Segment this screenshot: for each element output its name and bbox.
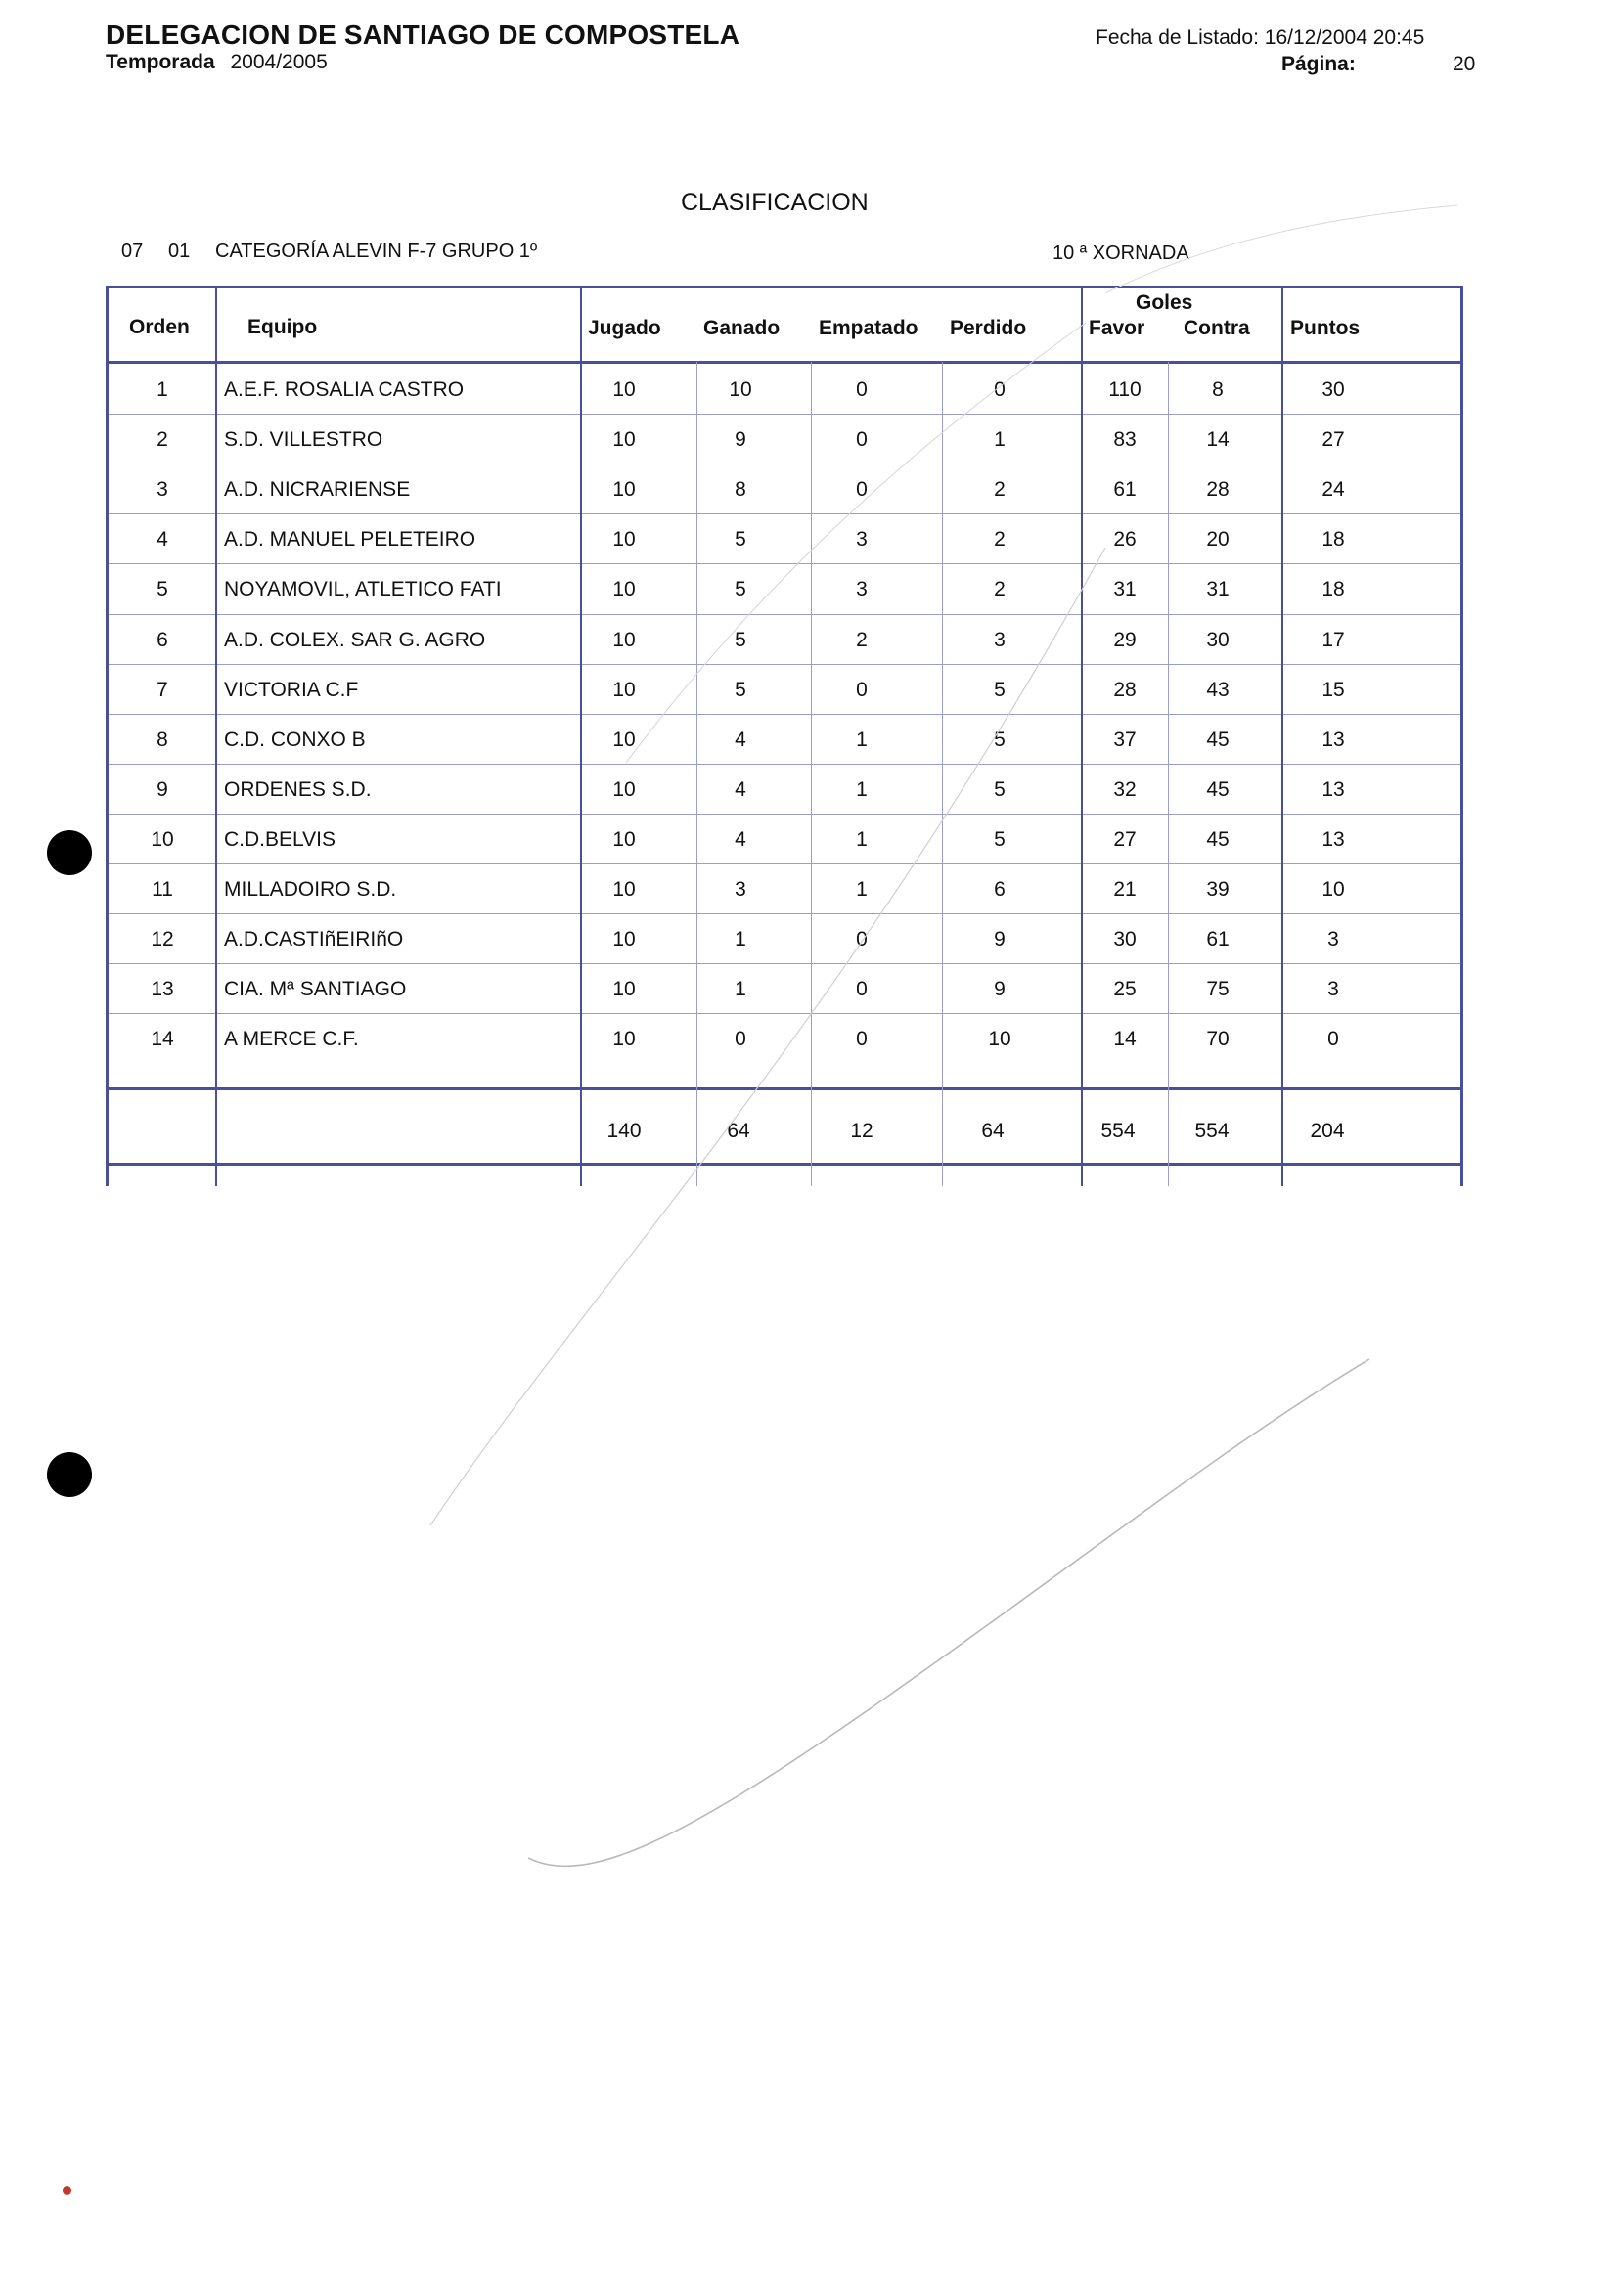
cell-orden: 8 (157, 729, 168, 751)
cell-orden: 5 (157, 578, 168, 600)
cell-ganado: 4 (735, 729, 746, 751)
cell-equipo: S.D. VILLESTRO (224, 428, 383, 451)
col-header-empatado: Empatado (819, 317, 918, 339)
col-header-perdido: Perdido (950, 317, 1027, 339)
cell-contra: 39 (1206, 878, 1230, 901)
col-header-contra: Contra (1184, 317, 1250, 339)
cell-equipo: C.D.BELVIS (224, 828, 336, 851)
cell-perdido: 9 (994, 928, 1006, 950)
col-header-ganado: Ganado (703, 317, 781, 339)
cell-favor: 110 (1108, 378, 1142, 401)
total-contra: 554 (1194, 1120, 1230, 1142)
cell-orden: 13 (151, 978, 174, 1000)
cell-perdido: 2 (994, 578, 1006, 600)
cell-empatado: 2 (856, 629, 868, 651)
total-ganado: 64 (727, 1120, 750, 1142)
cell-perdido: 2 (994, 528, 1006, 551)
cell-ganado: 9 (735, 428, 746, 451)
pencil-stroke (430, 548, 1105, 1525)
cell-equipo: A.D. MANUEL PELETEIRO (224, 528, 476, 551)
pencil-stroke (626, 323, 1086, 763)
cell-jugado: 10 (612, 928, 636, 950)
cell-empatado: 1 (856, 778, 868, 801)
col-header-jugado: Jugado (588, 317, 661, 339)
cell-equipo: MILLADOIRO S.D. (224, 878, 397, 901)
report-code-1: 07 (121, 241, 144, 262)
cell-favor: 14 (1113, 1028, 1137, 1050)
col-header-goles: Goles (1136, 291, 1193, 314)
col-header-equipo: Equipo (247, 316, 318, 338)
total-jugado: 140 (606, 1120, 642, 1142)
cell-perdido: 1 (994, 428, 1006, 451)
cell-orden: 6 (157, 629, 168, 651)
cell-ganado: 3 (735, 878, 746, 901)
organization-title: DELEGACION DE SANTIAGO DE COMPOSTELA (106, 20, 740, 50)
cell-empatado: 3 (856, 528, 868, 551)
cell-equipo: NOYAMOVIL, ATLETICO FATI (224, 578, 502, 600)
cell-equipo: ORDENES S.D. (224, 778, 372, 801)
cell-orden: 10 (151, 828, 174, 851)
col-header-puntos: Puntos (1290, 317, 1361, 339)
cell-puntos: 17 (1321, 629, 1345, 651)
report-code-2: 01 (168, 241, 191, 262)
cell-equipo: C.D. CONXO B (224, 729, 366, 751)
cell-favor: 27 (1113, 828, 1137, 851)
cell-favor: 29 (1113, 629, 1137, 651)
cell-favor: 37 (1113, 729, 1137, 751)
cell-empatado: 0 (856, 928, 868, 950)
col-header-orden: Orden (129, 316, 190, 338)
cell-jugado: 10 (612, 528, 636, 551)
cell-equipo: A.E.F. ROSALIA CASTRO (224, 378, 465, 401)
cell-jugado: 10 (612, 978, 636, 1000)
cell-puntos: 15 (1321, 679, 1345, 701)
total-puntos: 204 (1310, 1120, 1345, 1142)
cell-favor: 31 (1113, 578, 1137, 600)
cell-jugado: 10 (612, 578, 636, 600)
cell-jugado: 10 (612, 378, 636, 401)
total-empatado: 12 (850, 1120, 873, 1142)
cell-ganado: 5 (735, 528, 746, 551)
cell-puntos: 18 (1321, 578, 1345, 600)
round-label: 10 ª XORNADA (1052, 243, 1189, 264)
cell-puntos: 30 (1321, 378, 1345, 401)
season-value: 2004/2005 (230, 51, 328, 73)
cell-ganado: 5 (735, 578, 746, 600)
cell-ganado: 8 (735, 478, 746, 501)
page-label: Página: (1281, 53, 1356, 75)
cell-puntos: 13 (1321, 828, 1345, 851)
cell-equipo: A.D. NICRARIENSE (224, 478, 411, 501)
category-label: CATEGORÍA ALEVIN F-7 GRUPO 1º (215, 241, 538, 262)
pencil-stroke (528, 1359, 1369, 1866)
cell-equipo: CIA. Mª SANTIAGO (224, 978, 407, 1000)
cell-favor: 30 (1113, 928, 1137, 950)
cell-equipo: A MERCE C.F. (224, 1028, 359, 1050)
cell-contra: 31 (1206, 578, 1230, 600)
cell-orden: 1 (157, 378, 168, 401)
cell-orden: 4 (157, 528, 168, 551)
cell-empatado: 3 (856, 578, 868, 600)
cell-contra: 61 (1206, 928, 1230, 950)
cell-puntos: 27 (1321, 428, 1345, 451)
cell-perdido: 5 (994, 729, 1006, 751)
cell-puntos: 13 (1321, 778, 1345, 801)
cell-empatado: 0 (856, 1028, 868, 1050)
cell-ganado: 5 (735, 629, 746, 651)
cell-empatado: 1 (856, 828, 868, 851)
cell-contra: 45 (1206, 778, 1230, 801)
cell-favor: 21 (1113, 878, 1137, 901)
cell-puntos: 3 (1327, 978, 1339, 1000)
cell-orden: 7 (157, 679, 168, 701)
cell-contra: 75 (1206, 978, 1230, 1000)
cell-puntos: 3 (1327, 928, 1339, 950)
cell-contra: 43 (1206, 679, 1230, 701)
col-header-favor: Favor (1089, 317, 1145, 339)
cell-perdido: 5 (994, 679, 1006, 701)
cell-empatado: 1 (856, 878, 868, 901)
cell-ganado: 4 (735, 828, 746, 851)
cell-jugado: 10 (612, 679, 636, 701)
cell-jugado: 10 (612, 478, 636, 501)
cell-puntos: 24 (1321, 478, 1345, 501)
cell-orden: 3 (157, 478, 168, 501)
cell-contra: 20 (1206, 528, 1230, 551)
cell-equipo: A.D. COLEX. SAR G. AGRO (224, 629, 486, 651)
report-title: CLASIFICACION (681, 189, 869, 216)
pencil-stroke (1105, 205, 1457, 293)
total-perdido: 64 (981, 1120, 1005, 1142)
cell-contra: 70 (1206, 1028, 1230, 1050)
cell-perdido: 5 (994, 828, 1006, 851)
cell-equipo: VICTORIA C.F (224, 679, 359, 701)
cell-perdido: 3 (994, 629, 1006, 651)
cell-perdido: 5 (994, 778, 1006, 801)
cell-contra: 30 (1206, 629, 1230, 651)
cell-puntos: 18 (1321, 528, 1345, 551)
cell-favor: 61 (1113, 478, 1137, 501)
cell-ganado: 5 (735, 679, 746, 701)
cell-empatado: 0 (856, 679, 868, 701)
cell-jugado: 10 (612, 778, 636, 801)
cell-equipo: A.D.CASTIñEIRIñO (224, 928, 404, 950)
cell-ganado: 0 (735, 1028, 746, 1050)
cell-perdido: 9 (994, 978, 1006, 1000)
cell-jugado: 10 (612, 878, 636, 901)
cell-perdido: 10 (988, 1028, 1011, 1050)
cell-orden: 11 (152, 878, 173, 901)
cell-ganado: 4 (735, 778, 746, 801)
cell-perdido: 6 (994, 878, 1006, 901)
cell-orden: 9 (157, 778, 168, 801)
cell-puntos: 13 (1321, 729, 1345, 751)
cell-empatado: 0 (856, 978, 868, 1000)
cell-perdido: 2 (994, 478, 1006, 501)
cell-orden: 2 (157, 428, 168, 451)
cell-empatado: 1 (856, 729, 868, 751)
total-favor: 554 (1100, 1120, 1136, 1142)
cell-jugado: 10 (612, 1028, 636, 1050)
cell-contra: 45 (1206, 729, 1230, 751)
cell-jugado: 10 (612, 828, 636, 851)
cell-favor: 83 (1113, 428, 1137, 451)
cell-perdido: 0 (994, 378, 1006, 401)
cell-ganado: 1 (735, 978, 746, 1000)
cell-contra: 14 (1206, 428, 1230, 451)
page-number: 20 (1453, 53, 1476, 75)
cell-favor: 26 (1113, 528, 1137, 551)
cell-empatado: 0 (856, 428, 868, 451)
cell-orden: 12 (151, 928, 174, 950)
season-label: Temporada (106, 51, 215, 73)
cell-contra: 45 (1206, 828, 1230, 851)
cell-jugado: 10 (612, 428, 636, 451)
cell-ganado: 1 (735, 928, 746, 950)
cell-jugado: 10 (612, 729, 636, 751)
cell-favor: 32 (1113, 778, 1137, 801)
cell-ganado: 10 (729, 378, 752, 401)
cell-orden: 14 (151, 1028, 174, 1050)
cell-puntos: 10 (1321, 878, 1345, 901)
cell-puntos: 0 (1327, 1028, 1339, 1050)
cell-empatado: 0 (856, 478, 868, 501)
cell-empatado: 0 (856, 378, 868, 401)
cell-jugado: 10 (612, 629, 636, 651)
cell-favor: 28 (1113, 679, 1137, 701)
cell-favor: 25 (1113, 978, 1137, 1000)
cell-contra: 8 (1212, 378, 1224, 401)
cell-contra: 28 (1206, 478, 1230, 501)
listing-date: Fecha de Listado: 16/12/2004 20:45 (1096, 26, 1425, 49)
